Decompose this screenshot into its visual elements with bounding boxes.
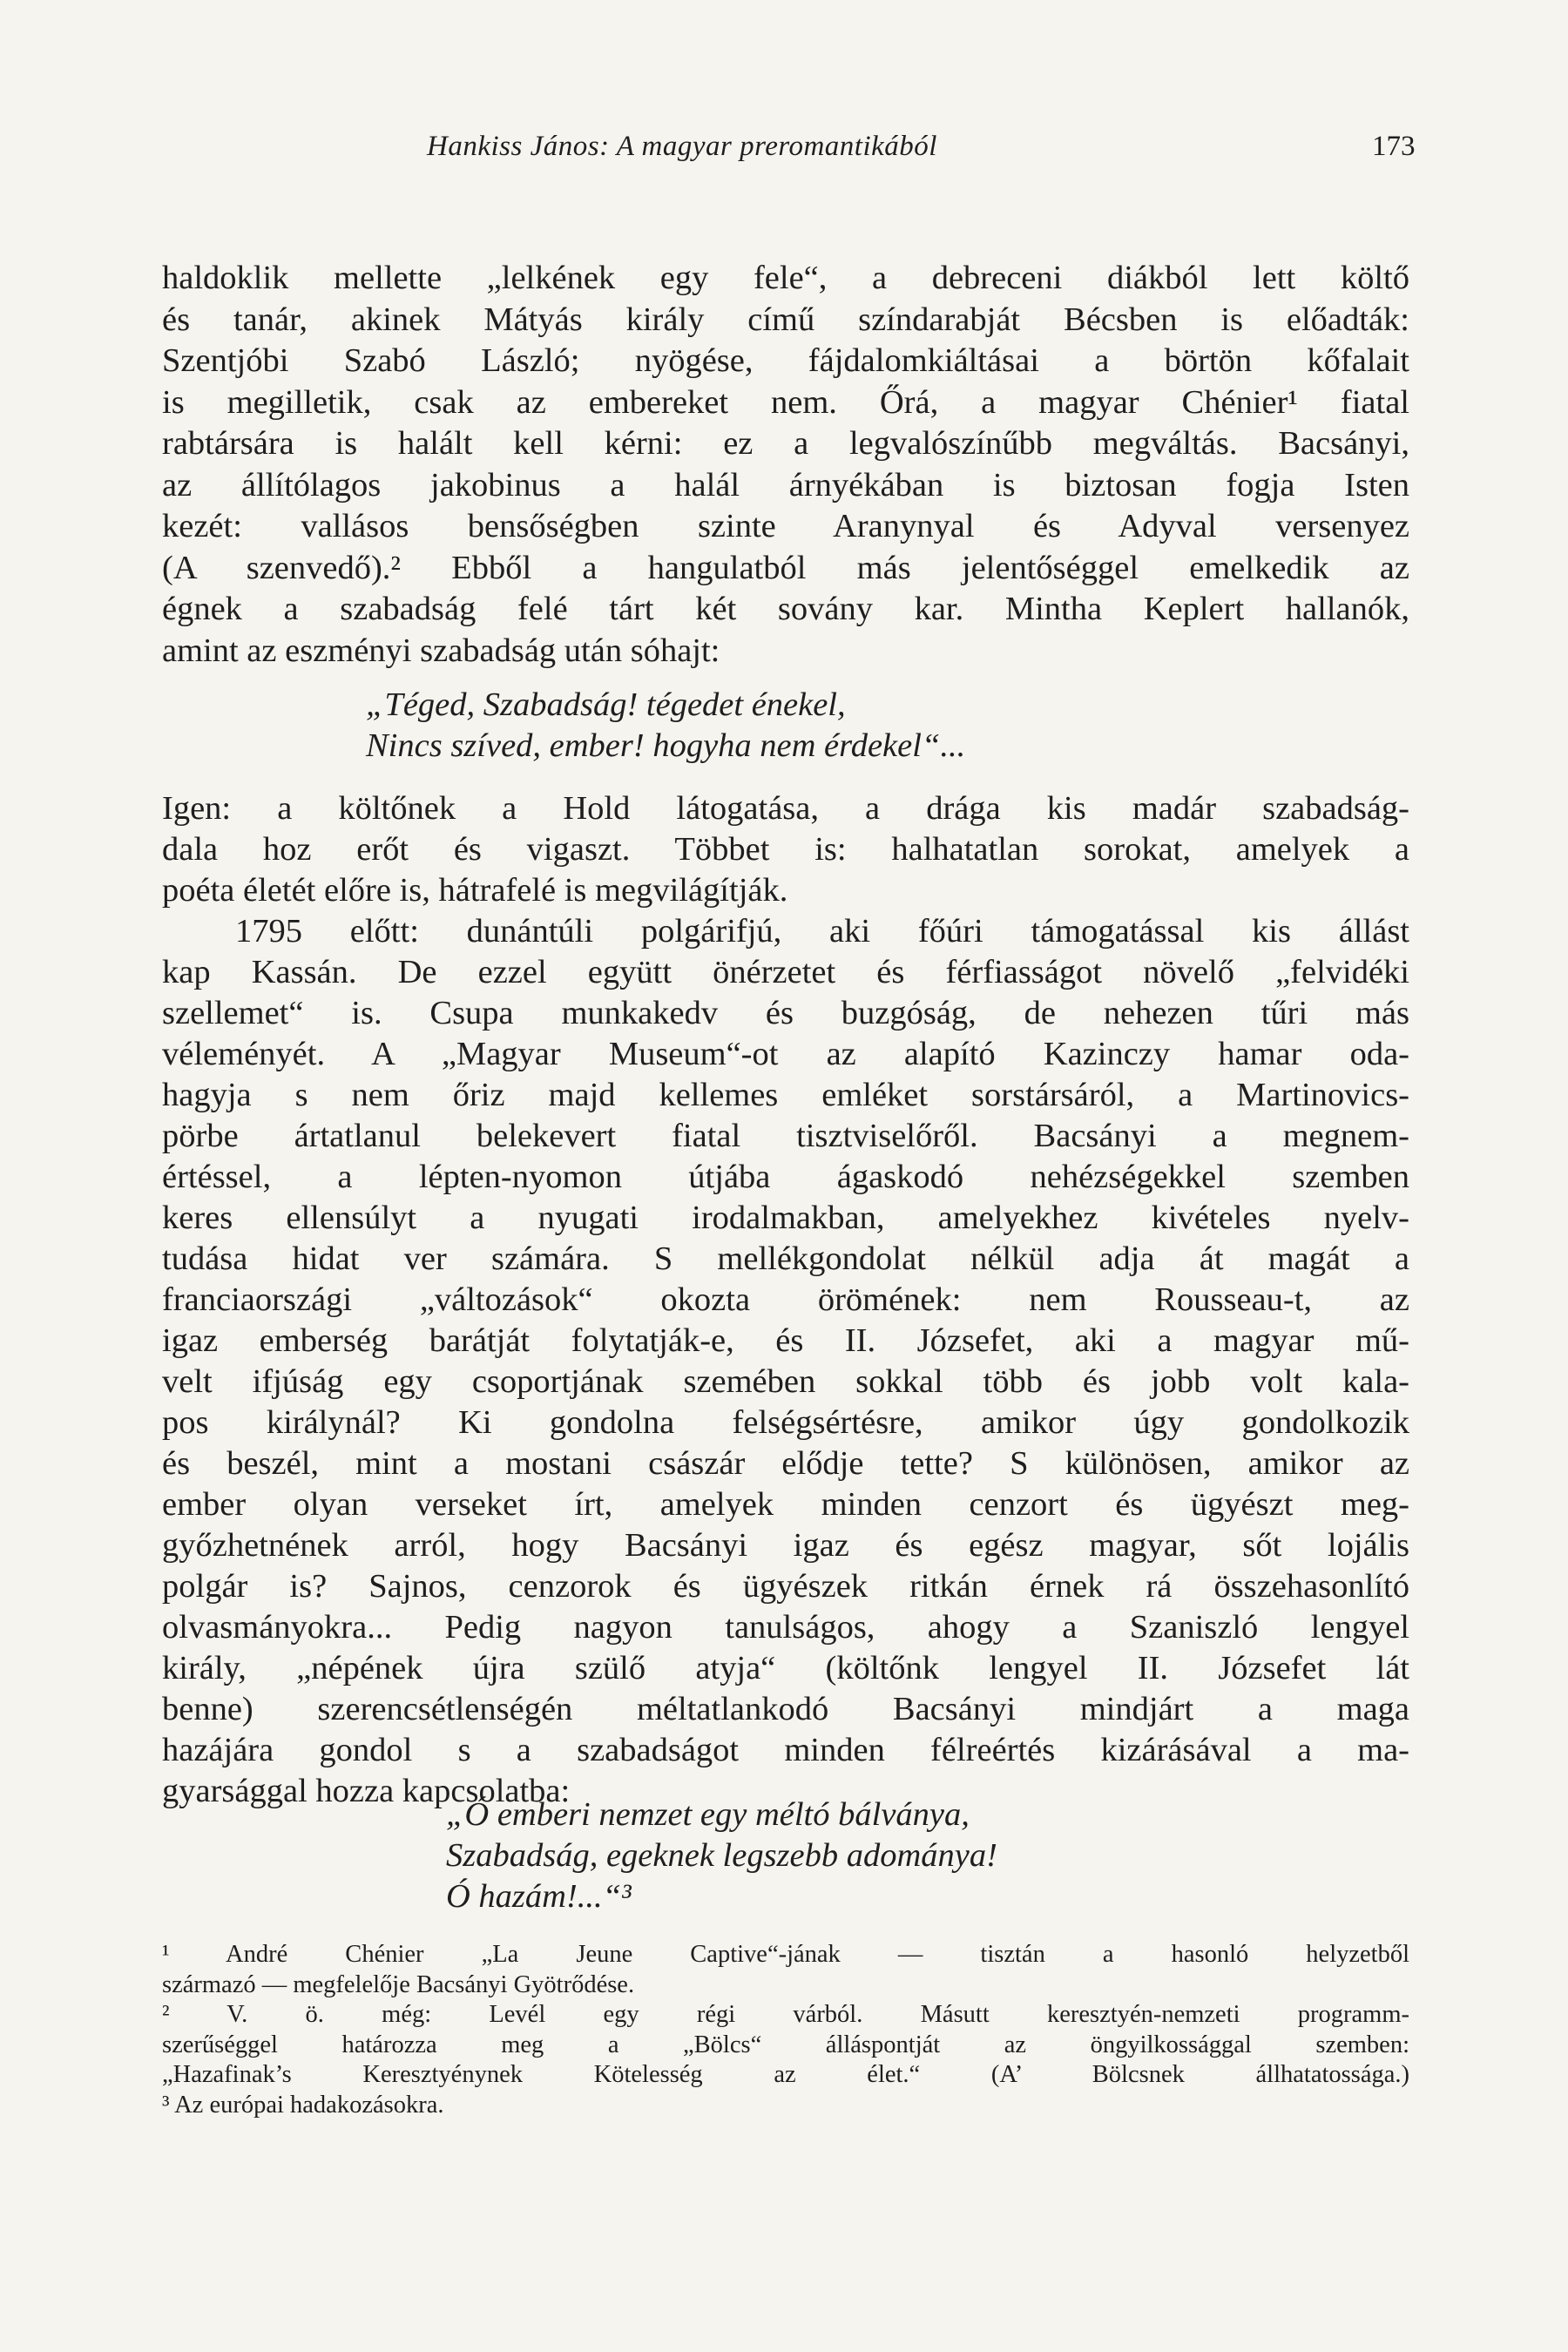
footnote-line: ¹ André Chénier „La Jeune Captive“-jának — tisztán a hasonló helyzetből <box>162 1941 1409 1968</box>
text-line: Igen: a költőnek a Hold látogatása, a drága kis madár szabadság- <box>162 790 1409 827</box>
footnote-line: szerűséggel határozza meg a „Bölcs“ álláspontját az öngyilkossággal szemben: <box>162 2031 1409 2058</box>
running-head: Hankiss János: A magyar preromantikából <box>427 131 937 162</box>
text-line: az állítólagos jakobinus a halál árnyékában is biztosan fogja Isten <box>162 466 1409 504</box>
text-line: ember olyan verseket írt, amelyek minden cenzort és ügyészt meg- <box>162 1486 1409 1523</box>
text-line: olvasmányokra... Pedig nagyon tanulságos, ahogy a Szaniszló lengyel <box>162 1609 1409 1646</box>
text-line: pos királynál? Ki gondolna felségsértésre, amikor úgy gondolkozik <box>162 1404 1409 1441</box>
text-line: 1795 előtt: dunántúli polgárifjú, aki főúri támogatással kis állást <box>235 913 1409 950</box>
verse-quote-1 <box>366 685 965 767</box>
verse-line: Ó hazám!...“³ <box>446 1878 632 1915</box>
text-line: velt ifjúság egy csoportjának szemében sokkal több és jobb volt kala- <box>162 1363 1409 1400</box>
text-line: keres ellensúlyt a nyugati irodalmakban, amelyekhez kivételes nyelv- <box>162 1200 1409 1236</box>
text-line: dala hoz erőt és vigaszt. Többet is: halhatatlan sorokat, amelyek a <box>162 831 1409 868</box>
text-line: haldoklik mellette „lelkének egy fele“, a debreceni diákból lett költő <box>162 260 1409 296</box>
paragraph-2 <box>162 788 1409 1812</box>
paragraph-1 <box>162 258 1409 672</box>
text-line: rabtársára is halált kell kérni: ez a legvalószínűbb megváltás. Bacsányi, <box>162 425 1409 462</box>
text-line: tudása hidat ver számára. S mellékgondolat nélkül adja át magát a <box>162 1240 1409 1277</box>
text-line: és beszél, mint a mostani császár elődje tette? S különösen, amikor az <box>162 1445 1409 1482</box>
text-line: benne) szerencsétlenségén méltatlankodó Bacsányi mindjárt a maga <box>162 1691 1409 1727</box>
verse-line: Szabadság, egeknek legszebb adománya! <box>446 1837 997 1874</box>
text-line: király, „népének újra szülő atyja“ (költőnk lengyel II. Józsefet lát <box>162 1650 1409 1686</box>
footnotes <box>162 1940 1409 2120</box>
footnote-line: ³ Az európai hadakozásokra. <box>162 2091 444 2119</box>
text-line: amint az eszményi szabadság után sóhajt: <box>162 632 720 669</box>
text-line: hagyja s nem őriz majd kellemes emléket sorstársáról, a Martinovics- <box>162 1077 1409 1113</box>
text-line: (A szenvedő).² Ebből a hangulatból más jelentőséggel emelkedik az <box>162 549 1409 586</box>
text-line: győzhetnének arról, hogy Bacsányi igaz és egész magyar, sőt lojális <box>162 1527 1409 1564</box>
text-line: kap Kassán. De ezzel együtt önérzetet és férfiasságot növelő „felvidéki <box>162 954 1409 990</box>
verse-line: „Ó emberi nemzet egy méltó bálványa, <box>446 1796 970 1833</box>
text-line: kezét: vallásos bensőségben szinte Aranynyal és Adyval versenyez <box>162 508 1409 544</box>
text-line: gyarsággal hozza kapcsolatba: <box>162 1773 571 1809</box>
text-line: hazájára gondol s a szabadságot minden félreértés kizárásával a ma- <box>162 1732 1409 1768</box>
text-line: polgár is? Sajnos, cenzorok és ügyészek ritkán érnek rá összehasonlító <box>162 1568 1409 1605</box>
text-line: értéssel, a lépten-nyomon útjába ágaskodó nehézségekkel szemben <box>162 1159 1409 1195</box>
text-line: és tanár, akinek Mátyás király című színdarabját Bécsben is előadták: <box>162 301 1409 338</box>
text-line: pörbe ártatlanul belekevert fiatal tisztviselőről. Bacsányi a megnem- <box>162 1118 1409 1154</box>
footnote-line: „Hazafinak’s Keresztyénynek Kötelesség az élet.“ (A’ Bölcsnek állhatatossága.) <box>162 2061 1409 2088</box>
text-line: igaz emberség barátját folytatják-e, és II. Józsefet, aki a magyar mű- <box>162 1322 1409 1359</box>
footnote-line: származó — megfelelője Bacsányi Gyötrődése. <box>162 1970 635 1998</box>
text-line: franciaországi „változások“ okozta örömének: nem Rousseau-t, az <box>162 1281 1409 1318</box>
page-number: 173 <box>1372 131 1416 162</box>
text-line: szellemet“ is. Csupa munkakedv és buzgóság, de nehezen tűri más <box>162 995 1409 1031</box>
verse-quote-2 <box>446 1794 997 1917</box>
text-line: véleményét. A „Magyar Museum“-ot az alapító Kazinczy hamar oda- <box>162 1036 1409 1072</box>
text-line: poéta életét előre is, hátrafelé is megvilágítják. <box>162 872 788 909</box>
text-line: Szentjóbi Szabó László; nyögése, fájdalomkiáltásai a börtön kőfalait <box>162 342 1409 379</box>
verse-line: „Téged, Szabadság! tégedet énekel, <box>366 686 846 723</box>
footnote-line: ² V. ö. még: Levél egy régi várból. Másutt keresztyén-nemzeti programm- <box>162 2001 1409 2028</box>
verse-line: Nincs szíved, ember! hogyha nem érdekel“... <box>366 727 966 764</box>
text-line: is megilletik, csak az embereket nem. Őrá, a magyar Chénier¹ fiatal <box>162 383 1409 421</box>
text-line: égnek a szabadság felé tárt két sovány kar. Mintha Keplert hallanók, <box>162 591 1409 627</box>
